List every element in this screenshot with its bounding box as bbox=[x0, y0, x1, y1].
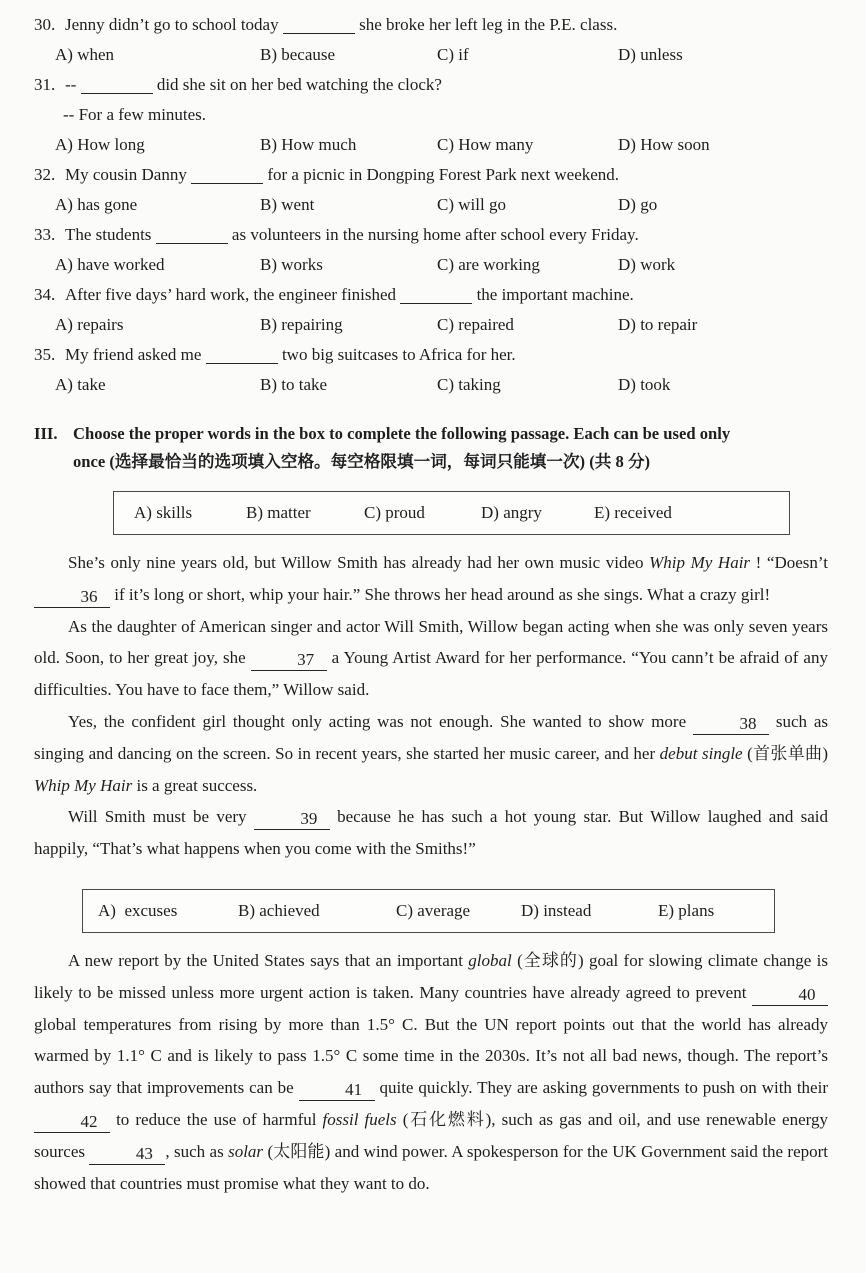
text-run: My friend asked me bbox=[65, 345, 206, 364]
answer-option: C) will go bbox=[437, 195, 506, 214]
answer-blank bbox=[400, 288, 472, 304]
answer-option: B) How much bbox=[260, 135, 357, 154]
section-heading-text bbox=[73, 420, 730, 475]
answer-option: B) to take bbox=[260, 375, 328, 394]
answer-option: C) are working bbox=[437, 255, 540, 274]
answer-blank bbox=[206, 348, 278, 364]
question-35 bbox=[34, 340, 828, 400]
answer-option: D) to repair bbox=[618, 315, 698, 334]
text-run: (太阳能) and wind power. A spokesperson for the UK Government said the report showed that countries must promise what they want to do. bbox=[34, 1141, 829, 1193]
text-run: -- bbox=[65, 75, 81, 94]
word-option: A) excuses bbox=[98, 900, 178, 920]
answer-blank bbox=[283, 18, 355, 34]
text-run: because he has such a hot young star. But Willow laughed and said happily, “That’s what happens when you come with the Smiths!” bbox=[34, 807, 828, 859]
question-list bbox=[34, 10, 828, 400]
italic-text: solar bbox=[228, 1141, 264, 1161]
text-run: Jenny didn’t go to school today bbox=[65, 15, 283, 34]
answer-option: B) went bbox=[260, 195, 315, 214]
paragraph bbox=[34, 547, 828, 611]
paragraph bbox=[34, 611, 828, 706]
text-run: ! “Doesn’t bbox=[750, 553, 828, 572]
word-option: D) instead bbox=[521, 900, 592, 920]
answer-option: A) have worked bbox=[55, 255, 165, 274]
text-run: (全球的) goal for slowing climate change is likely to be missed unless more urgent action is taken. Many countries have already agreed to prevent bbox=[34, 950, 828, 1002]
numbered-blank-39: 39 bbox=[254, 810, 330, 830]
numbered-blank-38: 38 bbox=[693, 715, 769, 735]
italic-text: Whip My Hair bbox=[34, 775, 133, 795]
answer-option: C) if bbox=[437, 45, 469, 64]
paragraph bbox=[34, 945, 828, 1199]
answer-option: A) take bbox=[55, 375, 106, 394]
text-run: Yes, the confident girl thought only acting was not enough. She wanted to show more bbox=[68, 711, 693, 731]
paragraph bbox=[34, 706, 828, 801]
question-text bbox=[65, 75, 442, 94]
answer-option: D) unless bbox=[618, 45, 683, 64]
question-32 bbox=[34, 160, 828, 220]
italic-text: debut single bbox=[659, 743, 743, 763]
answer-option: B) repairing bbox=[260, 315, 343, 334]
answer-option: D) How soon bbox=[618, 135, 710, 154]
text-run: a Young Artist Award for her performance. “You cann’t be afraid of any difficulties. You have to face them,” Willow said. bbox=[34, 648, 828, 700]
answer-option: C) How many bbox=[437, 135, 534, 154]
question-number: 32. bbox=[34, 165, 56, 184]
italic-text: global bbox=[468, 950, 512, 970]
text-run: As the daughter of American singer and actor Will Smith, Willow began acting when she was only seven years old. Soon, to her great joy, she bbox=[34, 616, 828, 668]
text-run: quite quickly. They are asking governments to push on with their bbox=[374, 1078, 828, 1098]
paragraph bbox=[34, 801, 828, 865]
question-text bbox=[65, 345, 516, 364]
question-stem bbox=[34, 340, 828, 370]
italic-text: Whip My Hair bbox=[649, 553, 751, 572]
italic-text: fossil fuels bbox=[322, 1109, 397, 1129]
heading-line2: once (选择最恰当的选项填入空格。每空格限填一词，每词只能填一次) (共 8 分) bbox=[73, 451, 651, 471]
question-text bbox=[65, 165, 619, 184]
text-run: the important machine. bbox=[472, 285, 634, 304]
numbered-blank-37: 37 bbox=[251, 651, 327, 671]
question-stem bbox=[34, 160, 828, 190]
question-number: 30. bbox=[34, 15, 56, 34]
question-stem bbox=[34, 70, 828, 100]
section-number: III. bbox=[34, 424, 58, 443]
answer-option: D) took bbox=[618, 375, 671, 394]
options-row bbox=[34, 190, 828, 220]
question-number: 33. bbox=[34, 225, 56, 244]
text-run: , such as bbox=[165, 1141, 229, 1161]
word-option: C) proud bbox=[364, 503, 425, 522]
text-run: she broke her left leg in the P.E. class. bbox=[354, 15, 618, 34]
word-option: D) angry bbox=[481, 503, 542, 522]
numbered-blank-41: 41 bbox=[299, 1081, 375, 1101]
text-run: A new report by the United States says that an important bbox=[68, 950, 469, 970]
text-run: global temperatures from rising by more than 1.5° C. But the UN report points out that the world has already warmed by 1.1° C and is likely to pass 1.5° C some time in the 2030s. It’s not all bad news, though. The report’s authors say that improvements can be bbox=[34, 1014, 828, 1098]
question-stem bbox=[34, 10, 828, 40]
passage-2 bbox=[34, 945, 828, 1199]
word-option: C) average bbox=[396, 900, 471, 920]
section3-heading bbox=[34, 420, 828, 475]
answer-option: D) work bbox=[618, 255, 676, 274]
passage-1 bbox=[34, 547, 828, 865]
answer-option: B) because bbox=[260, 45, 336, 64]
text-run: to reduce the use of harmful bbox=[110, 1109, 323, 1129]
word-option: A) skills bbox=[134, 503, 193, 522]
answer-option: A) has gone bbox=[55, 195, 138, 214]
answer-blank bbox=[191, 168, 263, 184]
answer-option: B) works bbox=[260, 255, 323, 274]
answer-option: D) go bbox=[618, 195, 658, 214]
numbered-blank-40: 40 bbox=[752, 986, 828, 1006]
text-run: (石化燃料), such as gas and oil, and use renewable energy sources bbox=[34, 1109, 829, 1161]
question-number: 34. bbox=[34, 285, 56, 304]
text-run: is a great success. bbox=[132, 775, 258, 795]
numbered-blank-42: 42 bbox=[34, 1113, 110, 1133]
answer-option: A) How long bbox=[55, 135, 145, 154]
options-row bbox=[34, 40, 828, 70]
heading-line1: Choose the proper words in the box to complete the following passage. Each can be used only bbox=[73, 424, 731, 443]
answer-blank bbox=[156, 228, 228, 244]
text-run: for a picnic in Dongping Forest Park next weekend. bbox=[263, 165, 620, 184]
question-34 bbox=[34, 280, 828, 340]
answer-option: A) repairs bbox=[55, 315, 124, 334]
word-box-2 bbox=[82, 889, 775, 933]
word-box-1 bbox=[113, 491, 790, 535]
numbered-blank-36: 36 bbox=[34, 588, 110, 608]
question-stem bbox=[34, 280, 828, 310]
text-run: The students bbox=[65, 225, 156, 244]
question-continuation: -- For a few minutes. bbox=[63, 105, 207, 124]
text-run: as volunteers in the nursing home after school every Friday. bbox=[227, 225, 639, 244]
text-run: two big suitcases to Africa for her. bbox=[277, 345, 516, 364]
text-run: if it’s long or short, whip your hair.” She throws her head around as she sings. What a crazy girl! bbox=[110, 584, 771, 604]
question-33 bbox=[34, 220, 828, 280]
numbered-blank-43: 43 bbox=[89, 1145, 165, 1165]
question-30 bbox=[34, 10, 828, 70]
options-row bbox=[34, 370, 828, 400]
text-run: (首张单曲) bbox=[742, 743, 828, 763]
options-row bbox=[34, 130, 828, 160]
answer-option: A) when bbox=[55, 45, 115, 64]
text-run: such as singing and dancing on the screen. So in recent years, she started her music career, and her bbox=[34, 711, 828, 763]
word-option: B) achieved bbox=[238, 900, 320, 920]
text-run: did she sit on her bed watching the clock? bbox=[152, 75, 442, 94]
answer-blank bbox=[81, 78, 153, 94]
options-row bbox=[34, 250, 828, 280]
question-stem bbox=[34, 220, 828, 250]
word-option: E) plans bbox=[658, 900, 715, 920]
answer-option: C) repaired bbox=[437, 315, 514, 334]
question-number: 35. bbox=[34, 345, 56, 364]
question-31 bbox=[34, 70, 828, 160]
word-option: B) matter bbox=[246, 503, 311, 522]
options-row bbox=[34, 310, 828, 340]
text-run: Will Smith must be very bbox=[68, 807, 254, 827]
question-text bbox=[65, 15, 617, 34]
word-option: E) received bbox=[594, 503, 672, 522]
text-run: After five days’ hard work, the engineer finished bbox=[65, 285, 401, 304]
question-text bbox=[65, 225, 639, 244]
answer-option: C) taking bbox=[437, 375, 501, 394]
text-run: She’s only nine years old, but Willow Smith has already had her own music video bbox=[68, 553, 650, 572]
question-text bbox=[65, 285, 634, 304]
question-number: 31. bbox=[34, 75, 56, 94]
text-run: My cousin Danny bbox=[65, 165, 192, 184]
